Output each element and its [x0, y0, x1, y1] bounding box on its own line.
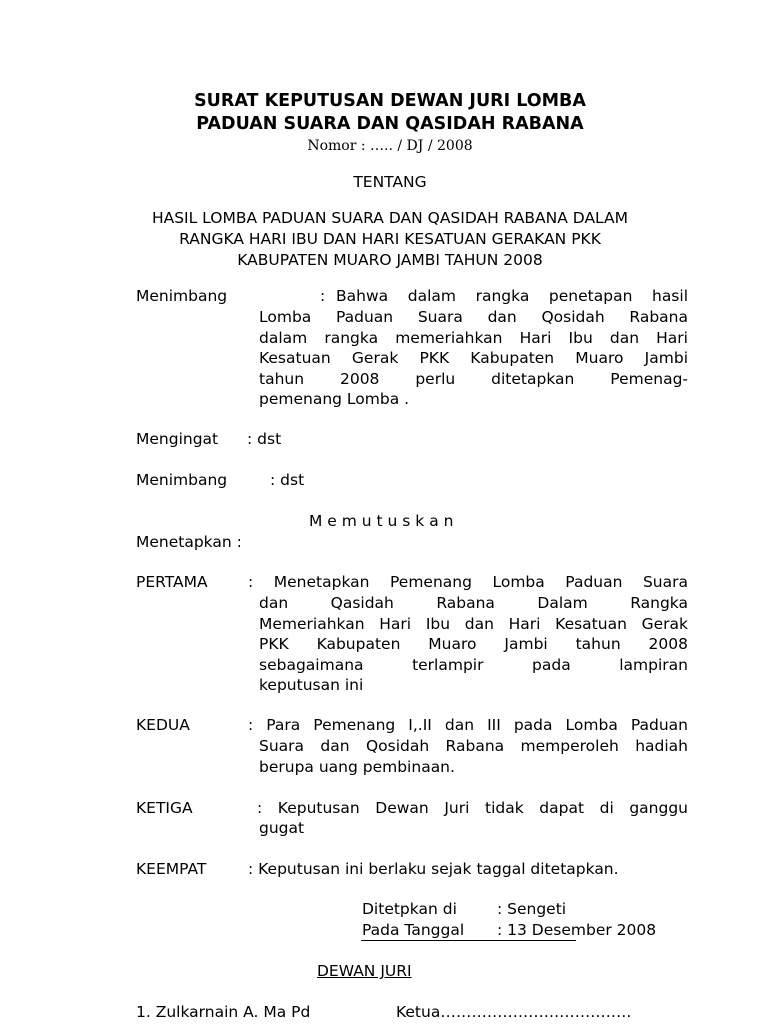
ditetapkan-place-value: : Sengeti [497, 900, 567, 918]
memutuskan-heading: M e m u t u s k a n [309, 512, 454, 530]
pertama-text-line3: Memeriahkan Hari Ibu dan Hari Kesatuan Gerak [259, 614, 688, 633]
pertama-text-line5: sebagaimana terlampir pada lampiran [259, 655, 688, 674]
menimbang-text-line6: pemenang Lomba . [259, 390, 410, 409]
ditetapkan-date-label: Pada Tanggal [362, 921, 465, 939]
juri-member-role: Ketua………………………………. [396, 1003, 632, 1021]
subject-line3: KABUPATEN MUARO JAMBI TAHUN 2008 [237, 251, 543, 269]
mengingat-label: Mengingat [136, 430, 219, 448]
pertama-label: PERTAMA [136, 573, 208, 591]
menimbang-text-line1: Bahwa dalam rangka penetapan hasil [336, 287, 688, 305]
menimbang-text-line2: Lomba Paduan Suara dan Qosidah Rabana [259, 308, 688, 326]
ditetapkan-date-value: : 13 Desember 2008 [497, 921, 657, 939]
ditetapkan-place-label: Ditetpkan di [362, 900, 457, 918]
kedua-paragraph [259, 736, 688, 777]
juri-member-name: 1. Zulkarnain A. Ma Pd [136, 1003, 311, 1021]
dewan-juri-heading: DEWAN JURI [317, 962, 412, 980]
document-title-line2: PADUAN SUARA DAN QASIDAH RABANA [196, 114, 584, 134]
ketiga-label: KETIGA [136, 799, 193, 817]
mengingat-text: : dst [247, 430, 282, 448]
tentang-heading: TENTANG [353, 173, 427, 191]
menimbang-paragraph [259, 307, 688, 410]
ketiga-text-line2: gugat [259, 819, 305, 837]
keempat-text: : Keputusan ini berlaku sejak taggal ditetapkan. [248, 860, 619, 878]
menimbang-text-line5: tahun 2008 perlu ditetapkan Pemenag- [259, 369, 688, 388]
kedua-text-line3: berupa uang pembinaan. [259, 757, 455, 776]
pertama-text-line2: dan Qasidah Rabana Dalam Rangka [259, 594, 688, 612]
menimbang2-text: : dst [270, 471, 305, 489]
keempat-label: KEEMPAT [136, 860, 207, 878]
menimbang-label: Menimbang [136, 287, 228, 305]
ketiga-text-line1: : Keputusan Dewan Juri tidak dapat di ganggu [257, 799, 688, 817]
pertama-text-line6: keputusan ini [259, 676, 364, 695]
menimbang2-label: Menimbang [136, 471, 228, 489]
menimbang-text-line3: dalam rangka memeriahkan Hari Ibu dan Hari [259, 328, 688, 347]
pertama-text-line4: PKK Kabupaten Muaro Jambi tahun 2008 [259, 635, 688, 654]
document-number: Nomor : ….. / DJ / 2008 [307, 138, 473, 154]
kedua-text-line2: Suara dan Qosidah Rabana memperoleh hadiah [259, 737, 688, 755]
kedua-text-line1: : Para Pemenang I,.II dan III pada Lomba Paduan [248, 716, 688, 734]
menimbang-colon: : [320, 287, 326, 305]
subject-line1: HASIL LOMBA PADUAN SUARA DAN QASIDAH RABANA DALAM [151, 209, 629, 227]
pertama-text-line1: : Menetapkan Pemenang Lomba Paduan Suara [248, 573, 688, 591]
document-title-line1: SURAT KEPUTUSAN DEWAN JURI LOMBA [194, 91, 586, 111]
date-underline-rule [361, 940, 576, 941]
kedua-label: KEDUA [136, 716, 190, 734]
pertama-paragraph [259, 593, 688, 696]
menimbang-text-line4: Kesatuan Gerak PKK Kabupaten Muaro Jambi [259, 349, 688, 368]
subject-line2: RANGKA HARI IBU DAN HARI KESATUAN GERAKAN PKK [179, 230, 601, 248]
menetapkan-label: Menetapkan : [136, 533, 242, 551]
